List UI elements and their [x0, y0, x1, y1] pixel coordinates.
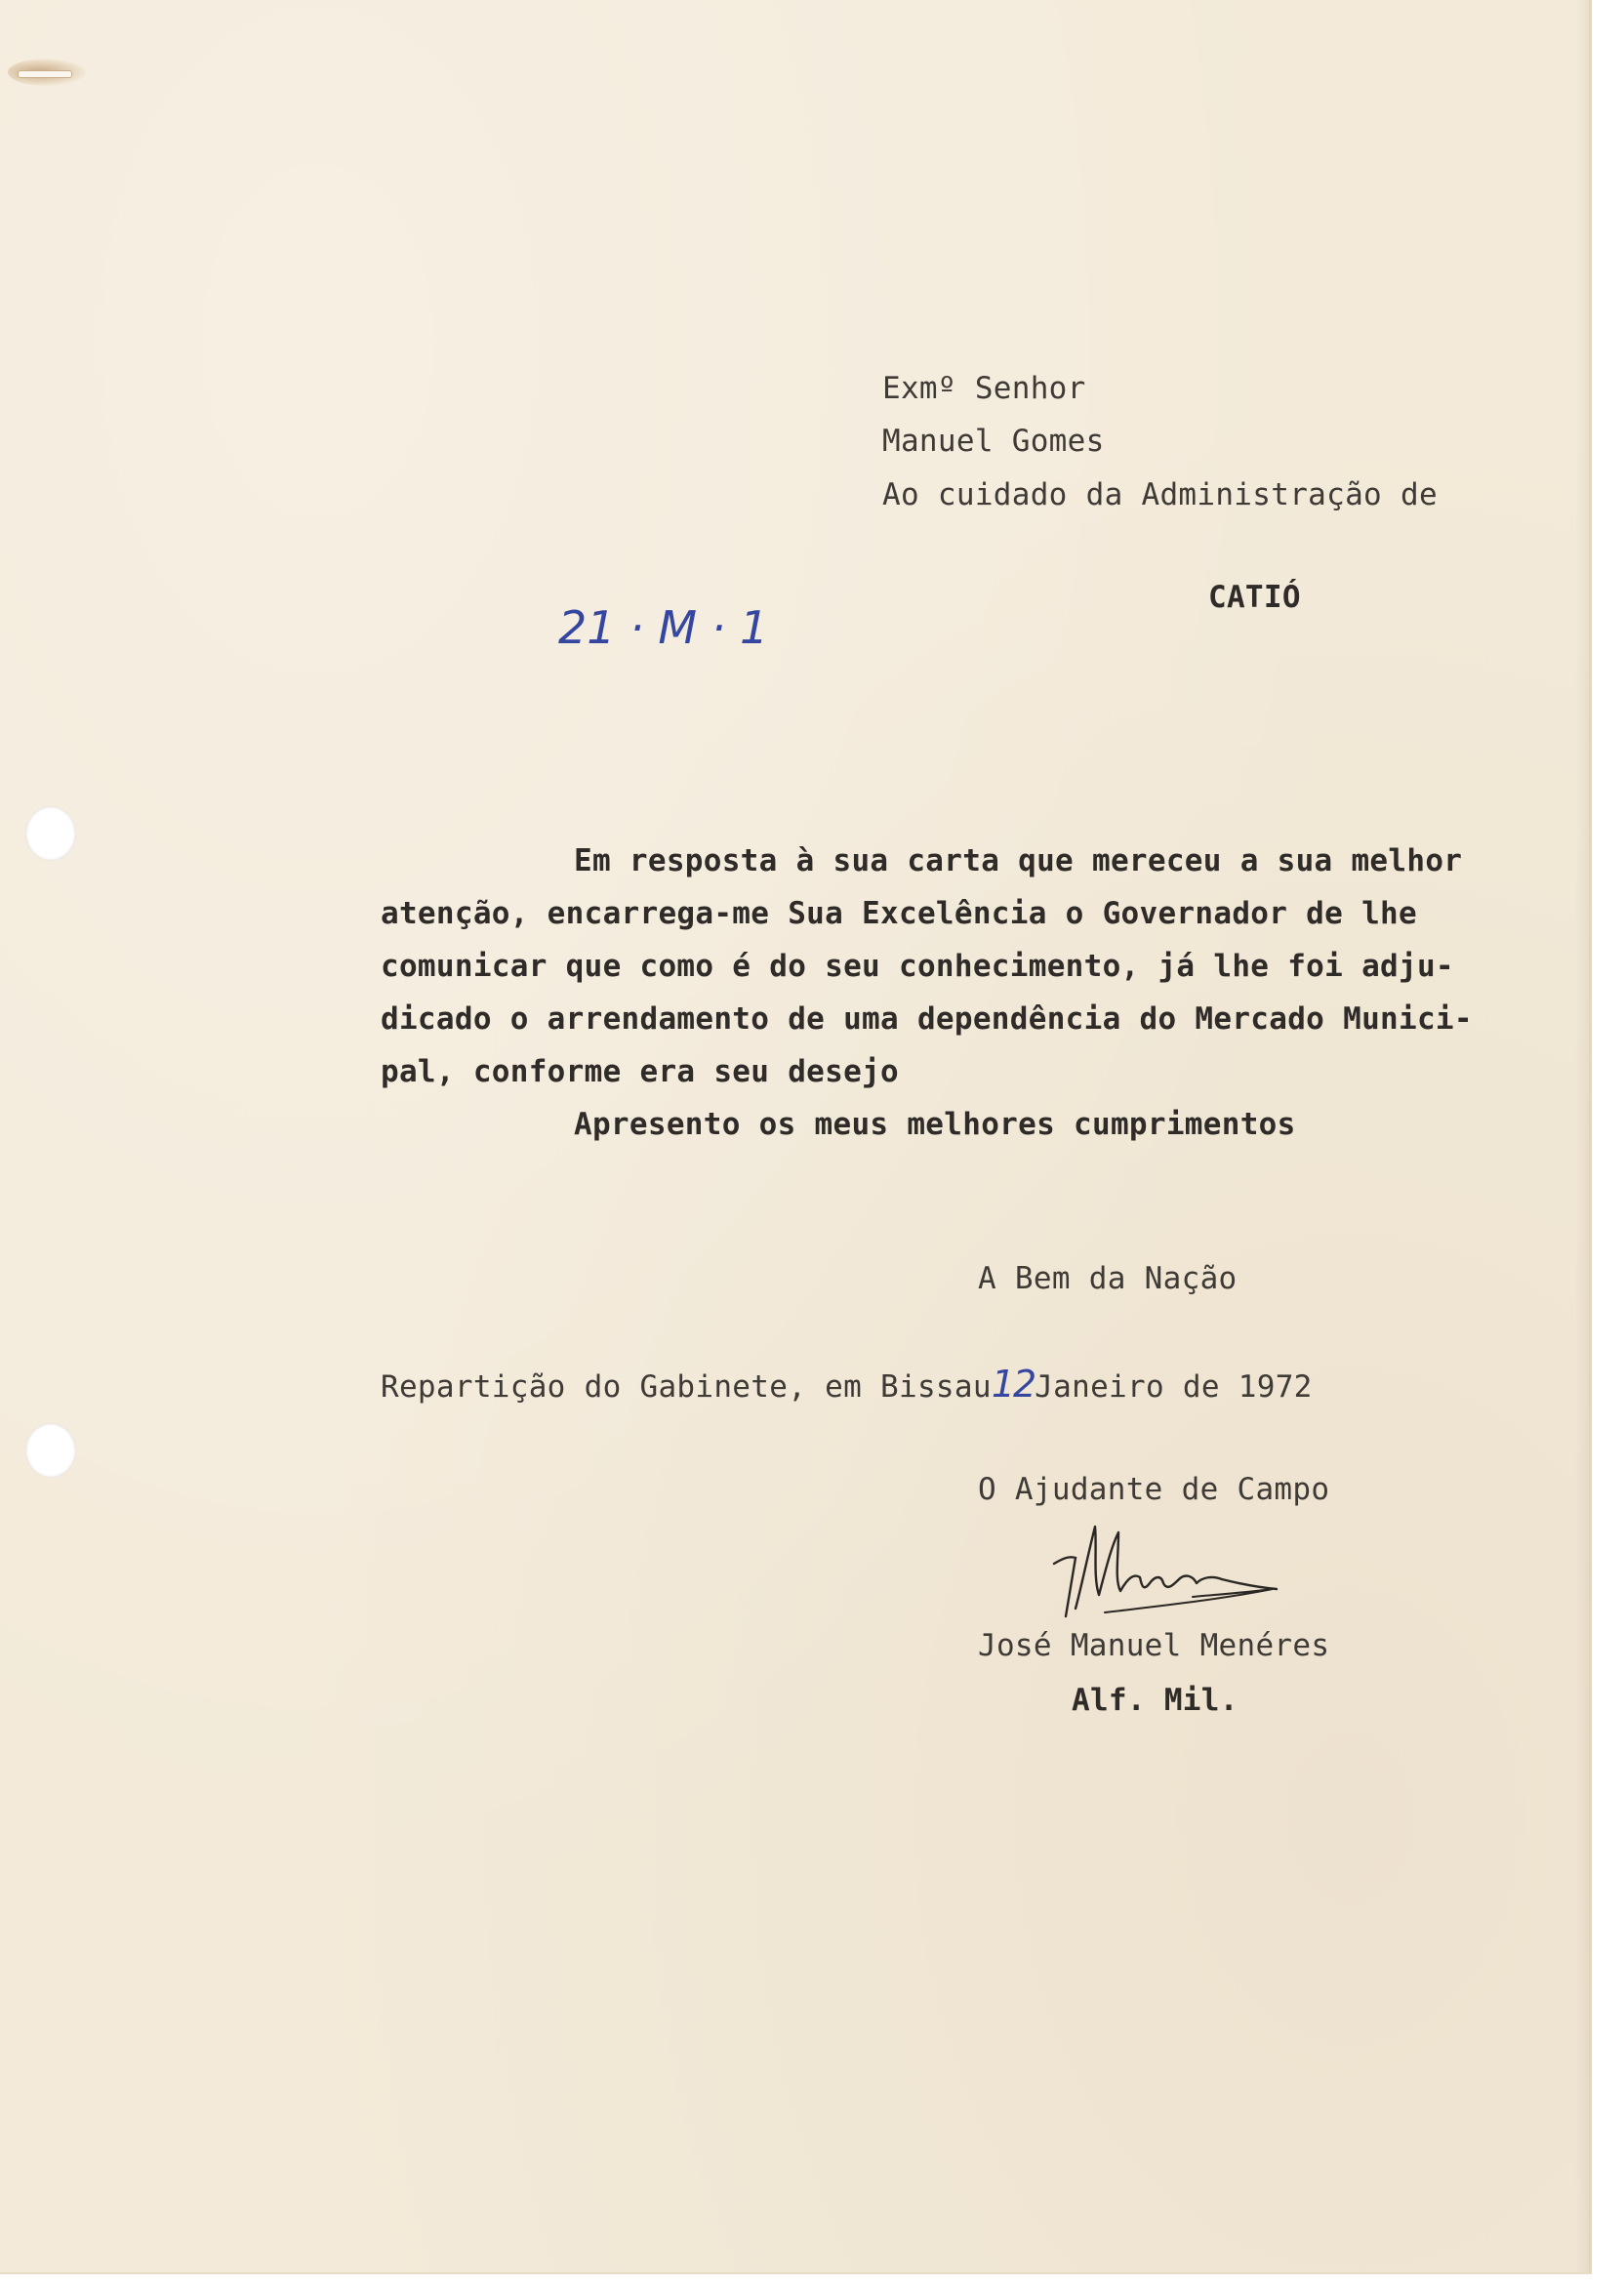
body-line-6: Apresento os meus melhores cumprimentos — [574, 1107, 1296, 1142]
body-line-1: Em resposta à sua carta que mereceu a sua melhor — [574, 843, 1463, 878]
signatory-rank: Alf. Mil. — [1072, 1683, 1238, 1718]
body-line-3: comunicar que como é do seu conhecimento, já lhe foi adju- — [381, 949, 1454, 984]
place-date-prefix: Repartição do Gabinete, em Bissau — [381, 1369, 992, 1405]
page-edge-shadow — [1575, 0, 1589, 2272]
place-date-line — [381, 1363, 1313, 1406]
body-line-4: dicado o arrendamento de uma dependência do Mercado Munici- — [381, 1001, 1473, 1037]
signature-stroke-3 — [1105, 1589, 1273, 1612]
body-line-5: pal, conforme era seu desejo — [381, 1054, 899, 1089]
recipient-place: CATIÓ — [1208, 580, 1301, 615]
staple-mark — [18, 70, 72, 78]
handwritten-reference: 21 · M · 1 — [558, 601, 769, 654]
closing-formula: A Bem da Nação — [978, 1261, 1238, 1296]
signatory-name: José Manuel Menéres — [978, 1628, 1330, 1663]
signatory-role: O Ajudante de Campo — [978, 1472, 1330, 1507]
signature-scribble — [1046, 1519, 1339, 1626]
recipient-salutation: Exmº Senhor — [882, 371, 1086, 406]
recipient-care-of: Ao cuidado da Administração de — [882, 477, 1438, 512]
punch-hole-upper — [25, 806, 76, 861]
handwritten-day: 12 — [991, 1363, 1035, 1406]
signature-stroke-1 — [1054, 1557, 1076, 1616]
punch-hole-lower — [25, 1423, 76, 1478]
place-date-suffix: Janeiro de 1972 — [1035, 1369, 1313, 1405]
signature-stroke-2 — [1076, 1527, 1277, 1609]
recipient-name: Manuel Gomes — [882, 424, 1105, 459]
body-line-2: atenção, encarrega-me Sua Excelência o Governador de lhe — [381, 896, 1417, 931]
